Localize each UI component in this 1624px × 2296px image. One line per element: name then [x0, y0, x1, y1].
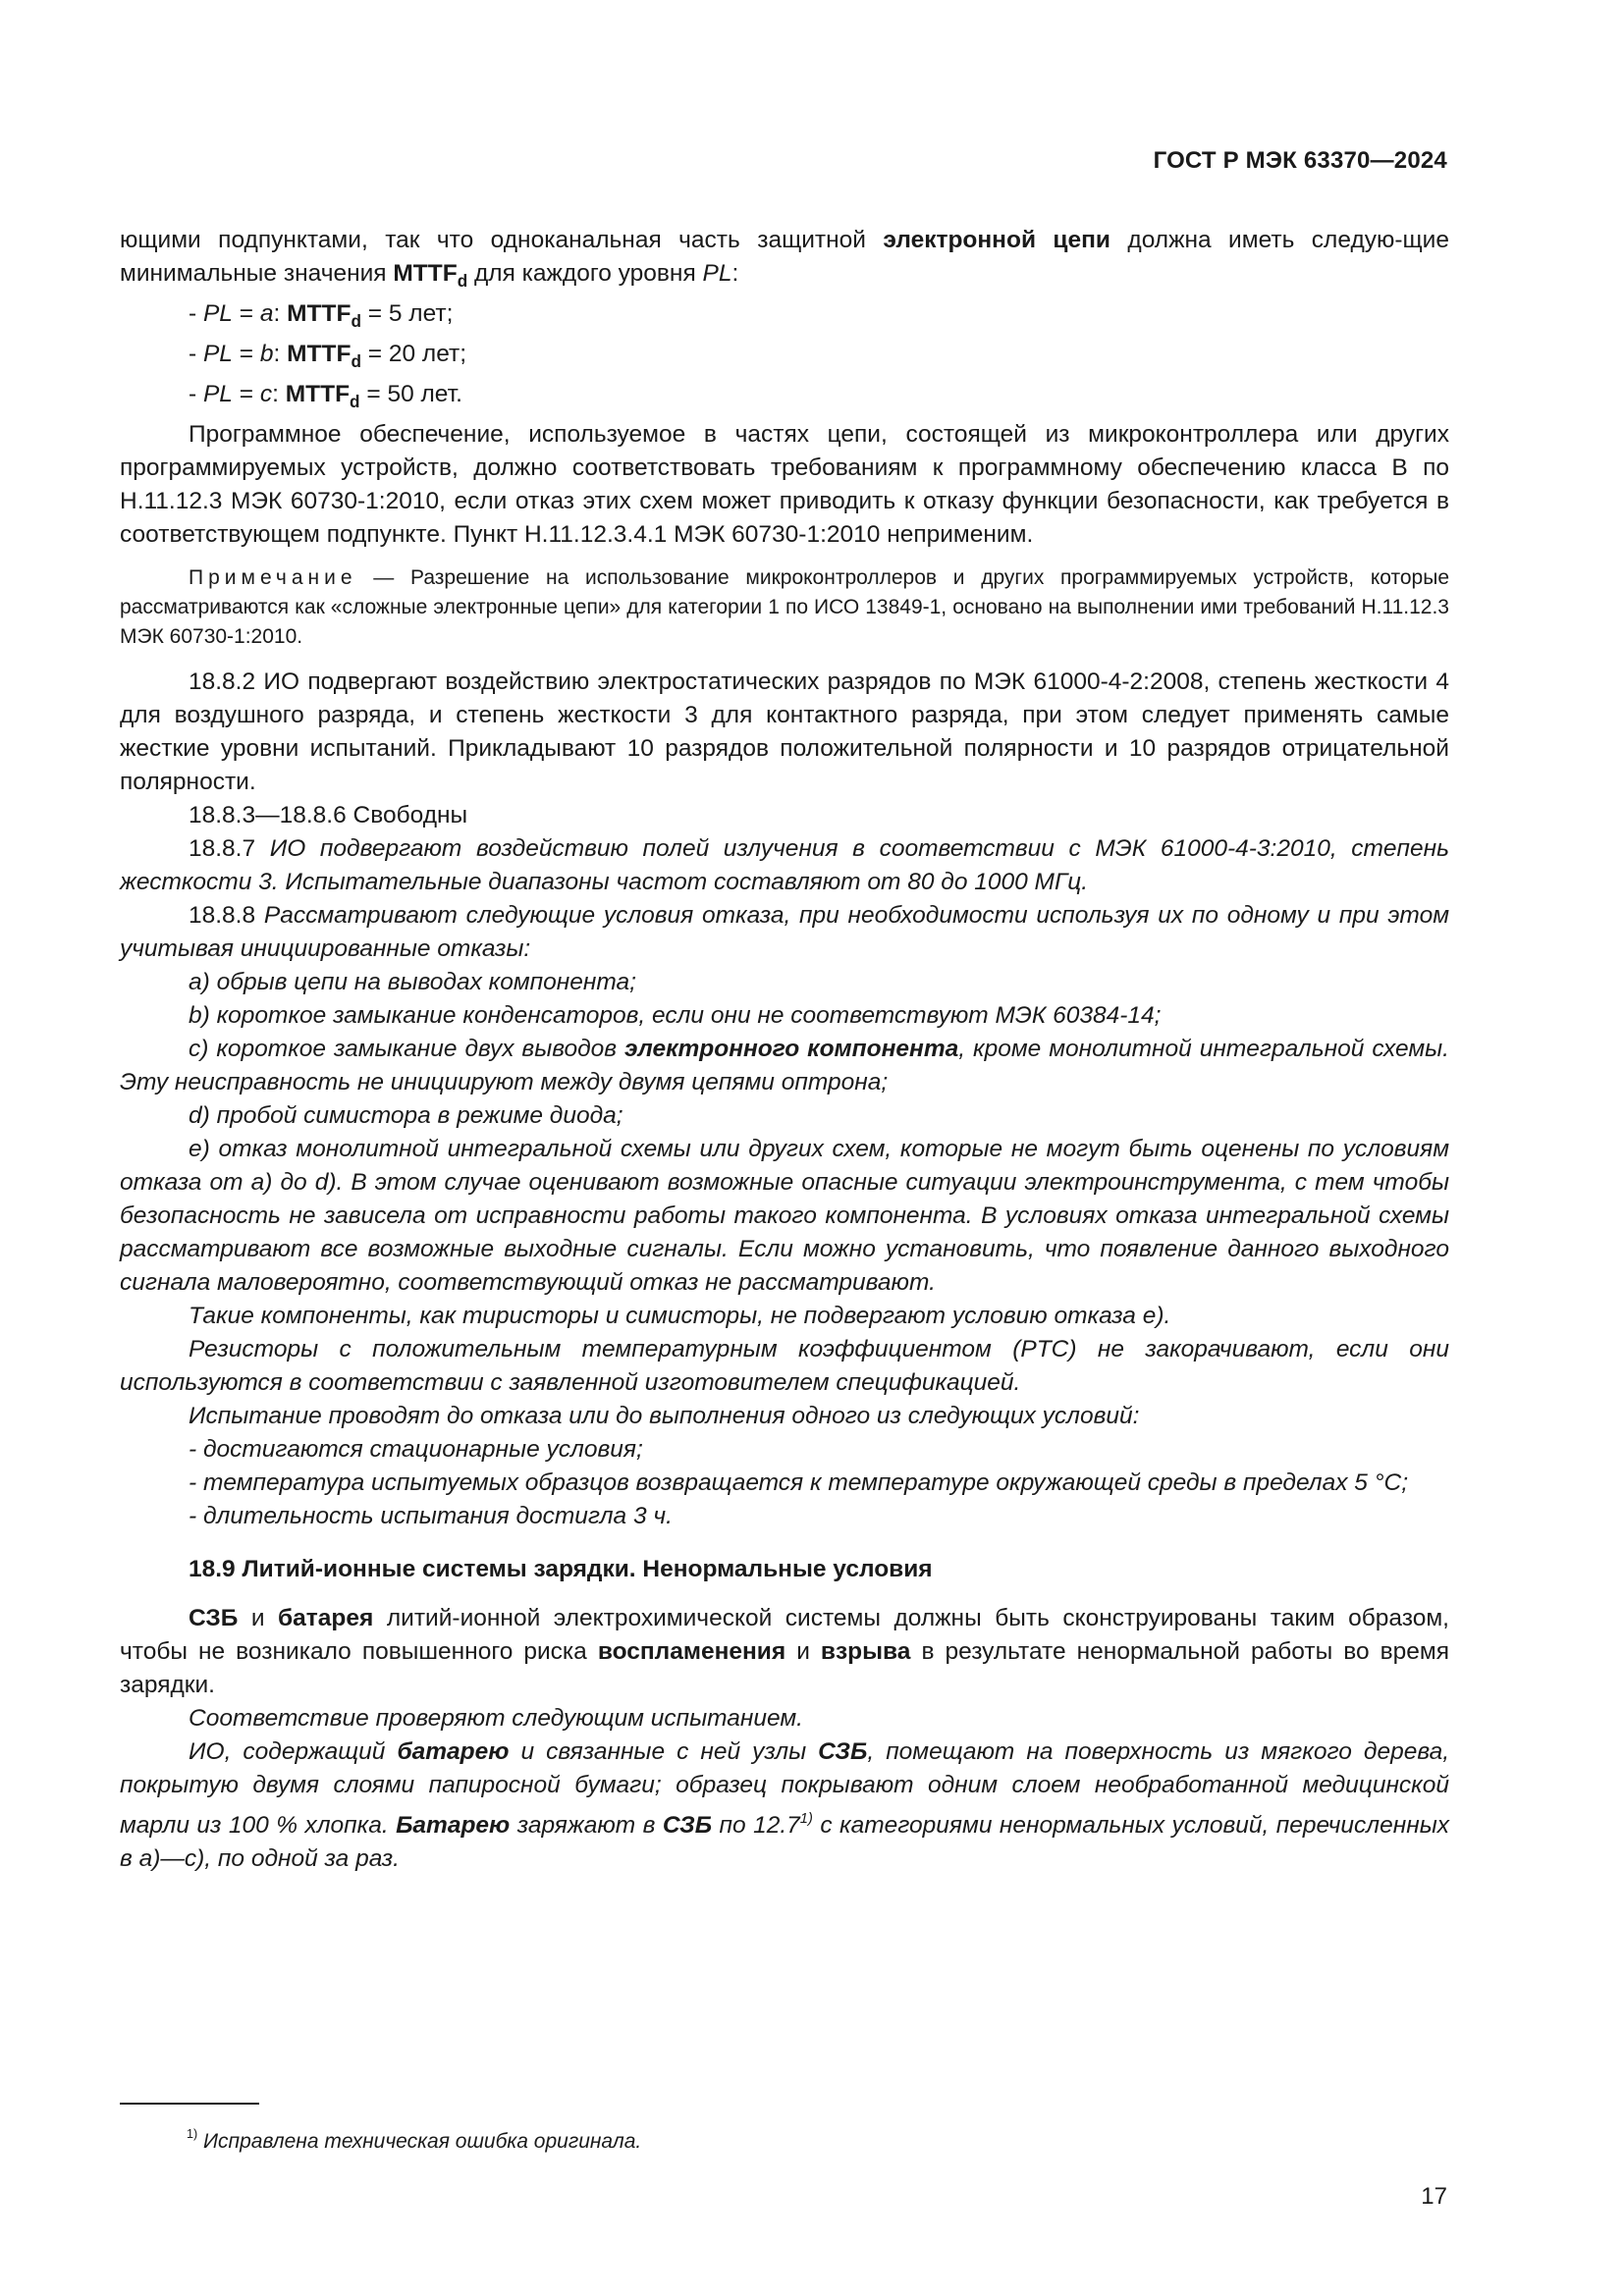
failure-d: d) пробой симистора в режиме диода;: [189, 1102, 623, 1129]
paragraph-test-procedure: ИО, содержащий батарею и связанные с ней узлы СЗБ, помещают на поверхность из мягкого дерева, покрытую двумя слоями папиросной бумаги; образец покрывают одним слоем необработанной медицинской марли из 100 % хлопка. Батарею заряжают в СЗБ по 12.7$^{1)}$ с категориями ненормальных условий, перечисленных в a)—c), по одной за раз.: [120, 1738, 1450, 1872]
page-number: 17: [1421, 2183, 1447, 2210]
failure-e: e) отказ монолитной интегральной схемы или других схем, которые не могут быть оценены по условиям отказа от a) до d). В этом случае оценивают возможные опасные ситуации электроинструмента, с тем чтобы безопасность не зависела от исправности работы такого компонента. В условиях отказа интегральной схемы рассматривают все возможные выходные сигналы. Если можно установить, что появление данного выходного сигнала маловероятно, соответствующий отказ не рассматривают.: [120, 1136, 1449, 1296]
footnote: $^{1)}$ Исправлена техническая ошибка оригинала.: [187, 2127, 642, 2153]
paragraph-18-8-8: 18.8.8 Рассматривают следующие условия отказа, при необходимости используя их по одному и при этом учитывая инициированные отказы:: [120, 902, 1449, 962]
note-label: Примечание: [189, 566, 357, 589]
paragraph-18-8-7: 18.8.7 ИО подвергают воздействию полей излучения в соответствии с МЭК 61000-4-3:2010, степень жесткости 3. Испытательные диапазоны частот составляют от 80 до 1000 МГц.: [120, 835, 1449, 895]
condition-item: - длительность испытания достигла 3 ч.: [189, 1503, 673, 1529]
list-item: - PL = c: $MTTF_d = 50$ лет.: [189, 381, 462, 411]
failure-c: c) короткое замыкание двух выводов электронного компонента, кроме монолитной интегральной схемы. Эту неисправность не инициируют между двумя цепями оптрона;: [120, 1036, 1449, 1095]
footnote-reference: 1): [799, 1811, 813, 1827]
term-electronic-circuit: электронной цепи: [883, 227, 1110, 253]
paragraph-continuation: ющими подпунктами, так что одноканальная часть защитной электронной цепи должна иметь следую-щие минимальные значения $MTTF_d$ для каждого уровня PL:: [120, 227, 1449, 291]
paragraph-test-until: Испытание проводят до отказа или до выполнения одного из следующих условий:: [189, 1403, 1140, 1429]
paragraph-18-9-requirement: СЗБ и батарея литий-ионной электрохимической системы должны быть сконструированы таким образом, чтобы не возникало повышенного риска воспламенения и взрыва в результате ненормальной работы во время зарядки.: [120, 1605, 1449, 1698]
paragraph-software: Программное обеспечение, используемое в частях цепи, состоящей из микроконтроллера или других программируемых устройств, должно соответствовать требованиям к программному обеспечению класса B по H.11.12.3 МЭК 60730-1:2010, если отказ этих схем может приводить к отказу функции безопасности, как требуется в соответствующем подпункте. Пункт H.11.12.3.4.1 МЭК 60730-1:2010 неприменим.: [120, 421, 1449, 548]
failure-b: b) короткое замыкание конденсаторов, если они не соответствуют МЭК 60384-14;: [189, 1002, 1162, 1029]
paragraph-compliance: Соответствие проверяют следующим испытанием.: [189, 1705, 803, 1732]
section-title-18-9: 18.9 Литий-ионные системы зарядки. Ненормальные условия: [189, 1556, 933, 1582]
paragraph-18-8-3: 18.8.3—18.8.6 Свободны: [189, 802, 468, 828]
list-item: - PL = b: $MTTF_d = 20$ лет;: [189, 341, 467, 371]
failure-a: a) обрыв цепи на выводах компонента;: [189, 969, 636, 995]
paragraph-thyristors: Такие компоненты, как тиристоры и симисторы, не подвергают условию отказа e).: [189, 1303, 1171, 1329]
note: Примечание — Разрешение на использование микроконтроллеров и других программируемых устройств, которые рассматриваются как «сложные электронные цепи» для категории 1 по ИСО 13849-1, основано на выполнении ими требований H.11.12.3 МЭК 60730-1:2010.: [120, 566, 1449, 648]
list-item: - PL = a: $MTTF_d = 5$ лет;: [189, 300, 454, 331]
footnote-divider: [120, 2103, 259, 2105]
paragraph-ptc: Резисторы с положительным температурным коэффициентом (PTC) не закорачивают, если они используются в соответствии с заявленной изготовителем спецификацией.: [120, 1336, 1449, 1396]
standard-designation: ГОСТ Р МЭК 63370—2024: [1153, 147, 1447, 174]
paragraph-18-8-2: 18.8.2 ИО подвергают воздействию электростатических разрядов по МЭК 61000-4-2:2008, степень жесткости 4 для воздушного разряда, и степень жесткости 3 для контактного разряда, при этом следует применять самые жесткие уровни испытаний. Прикладывают 10 разрядов положительной полярности и 10 разрядов отрицательной полярности.: [120, 668, 1449, 795]
document-body: [120, 224, 1449, 1876]
condition-item: - температура испытуемых образцов возвращается к температуре окружающей среды в пределах 5 °С;: [189, 1469, 1408, 1496]
condition-item: - достигаются стационарные условия;: [189, 1436, 643, 1463]
